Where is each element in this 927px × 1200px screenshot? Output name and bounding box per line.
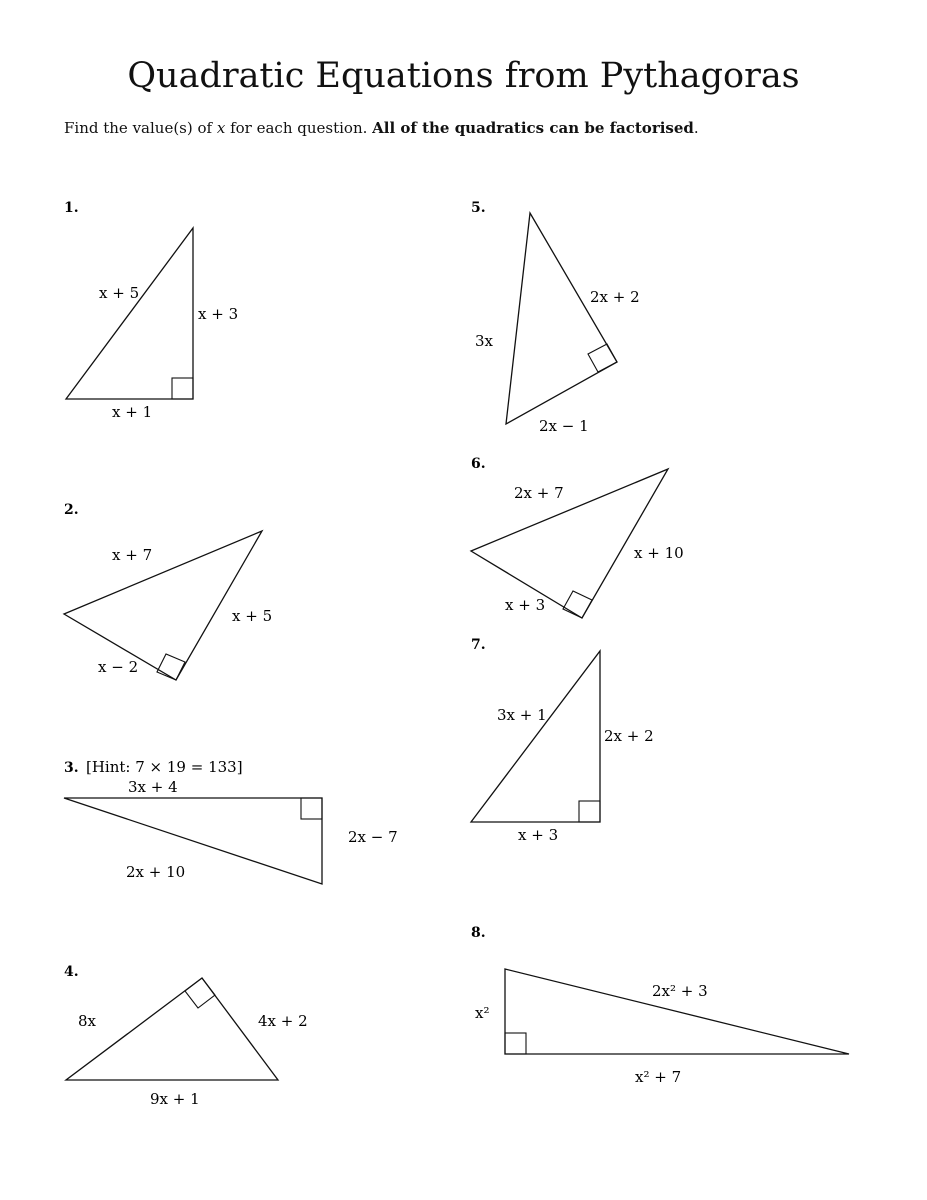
side-label-left: 3x — [475, 332, 494, 350]
side-label-bottom: 2x − 1 — [539, 417, 589, 435]
instructions-variable: x — [216, 119, 226, 137]
right-angle-marker — [579, 801, 600, 822]
instructions-bold: All of the quadratics can be factorised — [372, 119, 694, 137]
question-number: 3. — [64, 760, 79, 776]
question-3 — [64, 758, 398, 884]
triangle-7 — [471, 651, 600, 822]
instructions-middle: for each question. — [225, 119, 373, 137]
triangle-1 — [66, 228, 193, 399]
question-number: 6. — [471, 456, 486, 472]
instructions-suffix: . — [693, 119, 699, 137]
triangle-2 — [64, 531, 262, 680]
side-label-top: 3x + 4 — [128, 778, 178, 796]
right-angle-marker — [505, 1033, 526, 1054]
question-1 — [64, 200, 238, 421]
right-angle-marker — [157, 654, 185, 680]
question-number: 7. — [471, 637, 486, 653]
side-label-right: 2x + 2 — [590, 288, 640, 306]
question-4 — [64, 964, 308, 1108]
side-label-lower: x − 2 — [98, 658, 139, 676]
question-hint: [Hint: 7 × 19 = 133] — [86, 758, 243, 776]
side-label-vertical: x² — [475, 1004, 490, 1022]
right-angle-marker — [172, 378, 193, 399]
question-number: 8. — [471, 925, 486, 941]
side-label-hypotenuse: 2x + 10 — [126, 863, 186, 881]
side-label-vertical: 2x + 2 — [604, 727, 654, 745]
side-label-hypotenuse: 3x + 1 — [497, 706, 547, 724]
side-label-right: 4x + 2 — [258, 1012, 308, 1030]
side-label-right: x + 5 — [232, 607, 273, 625]
right-angle-marker — [185, 978, 215, 1008]
side-label-hypotenuse: x + 5 — [99, 284, 140, 302]
side-label-hypotenuse: x + 7 — [112, 546, 153, 564]
question-number: 1. — [64, 200, 79, 216]
question-2 — [64, 502, 272, 680]
right-angle-marker — [563, 591, 592, 618]
right-angle-marker — [588, 344, 617, 372]
question-number: 5. — [471, 200, 486, 216]
right-angle-marker — [301, 798, 322, 819]
triangle-3 — [64, 798, 322, 884]
question-8 — [471, 925, 849, 1086]
side-label-base: x² + 7 — [635, 1068, 682, 1086]
page-title: Quadratic Equations from Pythagoras — [127, 56, 800, 96]
side-label-base: x + 1 — [112, 403, 153, 421]
triangle-4 — [66, 978, 278, 1080]
question-number: 2. — [64, 502, 79, 518]
side-label-lower: x + 3 — [505, 596, 546, 614]
question-7 — [471, 637, 654, 844]
side-label-left: 8x — [78, 1012, 97, 1030]
side-label-base: x + 3 — [518, 826, 559, 844]
instructions-prefix: Find the value(s) of — [64, 119, 217, 137]
side-label-hypotenuse: 2x + 7 — [514, 484, 564, 502]
question-6 — [471, 456, 684, 618]
side-label-vertical: 2x − 7 — [348, 828, 398, 846]
question-5 — [471, 200, 640, 435]
triangle-5 — [506, 213, 617, 424]
side-label-right: x + 10 — [634, 544, 684, 562]
side-label-vertical: x + 3 — [198, 305, 239, 323]
side-label-hypotenuse: 2x² + 3 — [652, 982, 708, 1000]
question-number: 4. — [64, 964, 79, 980]
side-label-base: 9x + 1 — [150, 1090, 200, 1108]
